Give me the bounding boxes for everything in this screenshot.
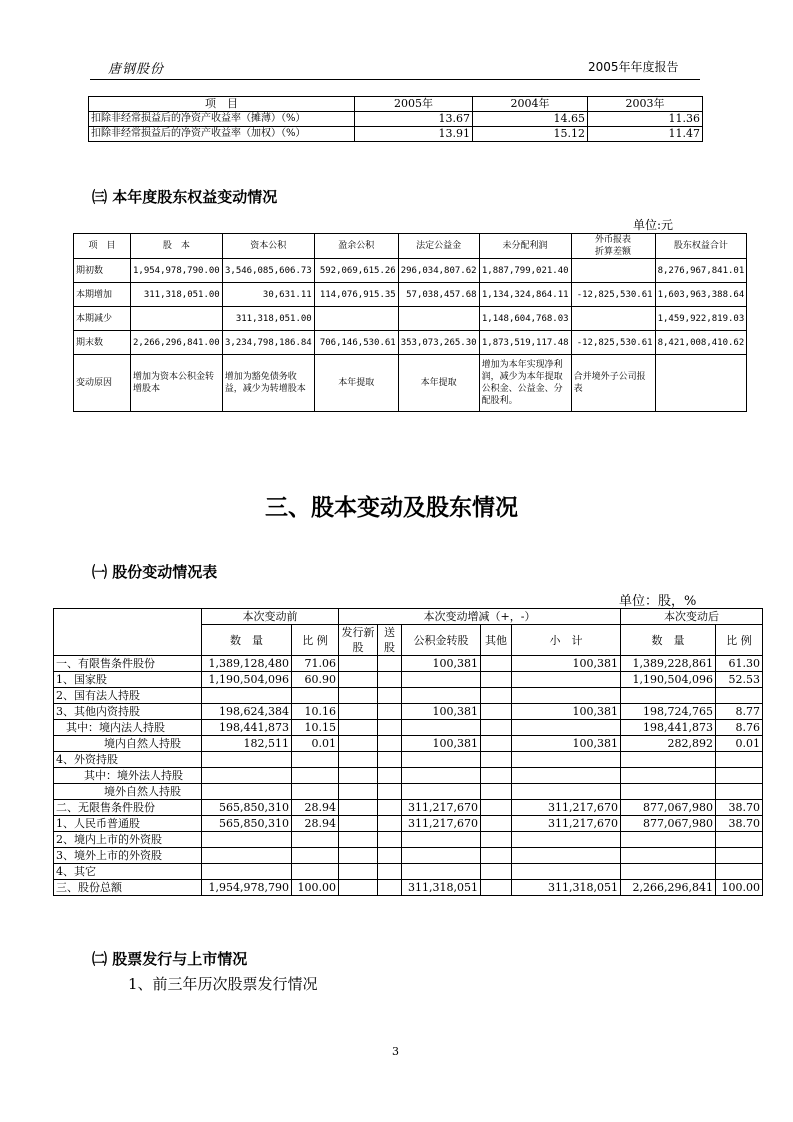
share-cell — [481, 752, 512, 768]
share-cell: 0.01 — [292, 736, 339, 752]
share-cell: 71.06 — [292, 656, 339, 672]
share-cell — [402, 688, 481, 704]
equity-row — [74, 259, 747, 283]
equity-cell: 8,421,008,410.62 — [655, 331, 747, 355]
share-cell — [481, 704, 512, 720]
equity-cell: 30,631.11 — [222, 283, 314, 307]
share-row-label: 1、国家股 — [54, 672, 202, 688]
equity-unit: 单位:元 — [633, 218, 674, 232]
share-cell: 100,381 — [402, 736, 481, 752]
share-cell — [339, 832, 378, 848]
share-cell: 877,067,980 — [621, 800, 716, 816]
equity-cell — [571, 307, 655, 331]
share-cell: 198,441,873 — [621, 720, 716, 736]
share-cell — [339, 880, 378, 896]
equity-cell: 本年提取 — [314, 355, 398, 412]
roe-label: 扣除非经常损益后的净资产收益率（加权）（%） — [89, 127, 355, 142]
share-cell: 100,381 — [512, 656, 621, 672]
share-sub-header: 数 量 — [621, 625, 716, 656]
share-cell: 311,318,051 — [512, 880, 621, 896]
roe-header-cell: 2005年 — [355, 97, 473, 112]
share-cell: 38.70 — [716, 800, 763, 816]
roe-header-row — [89, 97, 703, 112]
share-cell — [481, 880, 512, 896]
equity-cell: 本期增加 — [74, 283, 131, 307]
share-cell — [292, 688, 339, 704]
share-row-label: 2、境内上市的外资股 — [54, 832, 202, 848]
share-corner-cell — [54, 609, 202, 656]
share-cell: 1,954,978,790 — [202, 880, 292, 896]
share-row — [54, 704, 763, 720]
share-cell — [481, 672, 512, 688]
share-cell: 100,381 — [512, 704, 621, 720]
share-cell — [716, 832, 763, 848]
share-table-body — [54, 656, 763, 896]
share-cell: 877,067,980 — [621, 816, 716, 832]
share-cell — [378, 768, 402, 784]
share-change-table — [53, 608, 763, 896]
share-row — [54, 688, 763, 704]
equity-cell — [655, 355, 747, 412]
share-cell — [621, 768, 716, 784]
equity-cell: 311,318,051.00 — [222, 307, 314, 331]
share-cell: 100.00 — [292, 880, 339, 896]
share-cell — [621, 688, 716, 704]
share-cell — [621, 832, 716, 848]
share-row — [54, 832, 763, 848]
issuance-section-heading: ㈡ 股票发行与上市情况 — [92, 950, 248, 968]
equity-cell: 增加为豁免债务收益，减少为转增股本 — [222, 355, 314, 412]
equity-cell: 增加为资本公积金转增股本 — [131, 355, 223, 412]
share-cell — [481, 736, 512, 752]
share-cell: 311,217,670 — [512, 800, 621, 816]
share-cell: 10.16 — [292, 704, 339, 720]
share-cell: 198,724,765 — [621, 704, 716, 720]
share-unit: 单位：股，% — [619, 594, 697, 609]
share-cell — [402, 672, 481, 688]
share-cell — [378, 720, 402, 736]
share-sub-header: 数 量 — [202, 625, 292, 656]
equity-change-table — [73, 233, 747, 412]
share-sub-header: 送股 — [378, 625, 402, 656]
equity-header-cell: 项 目 — [74, 234, 131, 259]
share-cell — [621, 784, 716, 800]
equity-cell — [571, 259, 655, 283]
roe-header-cell: 项 目 — [89, 97, 355, 112]
share-cell: 1,389,228,861 — [621, 656, 716, 672]
share-cell — [339, 752, 378, 768]
share-cell: 311,217,670 — [402, 816, 481, 832]
share-cell — [378, 880, 402, 896]
share-cell — [716, 848, 763, 864]
share-cell — [716, 784, 763, 800]
share-cell — [512, 832, 621, 848]
header-rule — [90, 79, 700, 80]
equity-cell: 114,076,915.35 — [314, 283, 398, 307]
share-cell — [481, 688, 512, 704]
share-row-label: 1、人民币普通股 — [54, 816, 202, 832]
equity-header-row — [74, 234, 747, 259]
share-cell — [339, 864, 378, 880]
equity-cell: 1,954,978,790.00 — [131, 259, 223, 283]
share-sub-header: 公积金转股 — [402, 625, 481, 656]
share-cell — [339, 672, 378, 688]
company-logo: 唐钢股份 — [108, 62, 165, 77]
share-cell — [481, 832, 512, 848]
share-cell — [481, 720, 512, 736]
roe-value: 11.47 — [588, 127, 703, 142]
equity-cell — [398, 307, 479, 331]
share-cell — [378, 864, 402, 880]
equity-cell: 2,266,296,841.00 — [131, 331, 223, 355]
equity-cell: 变动原因 — [74, 355, 131, 412]
share-cell: 1,190,504,096 — [621, 672, 716, 688]
share-cell — [512, 720, 621, 736]
equity-section-heading: ㈢ 本年度股东权益变动情况 — [92, 188, 278, 206]
share-cell — [621, 864, 716, 880]
equity-cell: 1,134,324,864.11 — [479, 283, 571, 307]
share-cell — [402, 784, 481, 800]
share-cell — [512, 784, 621, 800]
equity-cell: 本年提取 — [398, 355, 479, 412]
share-cell — [402, 848, 481, 864]
share-cell: 565,850,310 — [202, 800, 292, 816]
share-sub-header: 比 例 — [292, 625, 339, 656]
share-cell — [292, 832, 339, 848]
share-row-label: 4、外资持股 — [54, 752, 202, 768]
equity-row — [74, 355, 747, 412]
roe-header-cell: 2004年 — [473, 97, 588, 112]
share-row — [54, 672, 763, 688]
share-cell — [339, 848, 378, 864]
equity-header-cell: 盈余公积 — [314, 234, 398, 259]
chapter-heading: 三、股本变动及股东情况 — [265, 495, 518, 521]
equity-cell: 期末数 — [74, 331, 131, 355]
share-cell — [202, 864, 292, 880]
share-sub-header: 发行新股 — [339, 625, 378, 656]
share-cell — [512, 688, 621, 704]
share-cell — [202, 832, 292, 848]
share-cell — [481, 656, 512, 672]
share-cell: 1,389,128,480 — [202, 656, 292, 672]
share-cell — [716, 752, 763, 768]
roe-value: 11.36 — [588, 112, 703, 127]
share-cell — [481, 816, 512, 832]
share-cell — [512, 752, 621, 768]
share-cell: 198,624,384 — [202, 704, 292, 720]
share-cell — [402, 720, 481, 736]
share-cell — [402, 864, 481, 880]
share-cell: 28.94 — [292, 816, 339, 832]
share-section-heading: ㈠ 股份变动情况表 — [92, 563, 218, 581]
share-cell — [378, 736, 402, 752]
share-cell: 8.77 — [716, 704, 763, 720]
share-row — [54, 768, 763, 784]
share-cell — [481, 768, 512, 784]
roe-row — [89, 127, 703, 142]
page-number: 3 — [392, 1045, 399, 1058]
share-sub-header: 比 例 — [716, 625, 763, 656]
share-cell: 38.70 — [716, 816, 763, 832]
share-cell — [402, 832, 481, 848]
share-row-label: 境外自然人持股 — [54, 784, 202, 800]
share-cell — [292, 784, 339, 800]
share-cell — [339, 704, 378, 720]
share-group-header: 本次变动增减（+，-） — [339, 609, 621, 625]
roe-value: 13.67 — [355, 112, 473, 127]
share-row-label: 3、境外上市的外资股 — [54, 848, 202, 864]
share-row — [54, 880, 763, 896]
share-cell — [339, 688, 378, 704]
equity-cell: 1,459,922,819.03 — [655, 307, 747, 331]
equity-row — [74, 331, 747, 355]
equity-header-cell: 外币报表 折算差额 — [571, 234, 655, 259]
share-cell — [512, 848, 621, 864]
share-cell: 100,381 — [402, 656, 481, 672]
share-cell — [512, 672, 621, 688]
share-cell — [716, 768, 763, 784]
share-cell — [378, 800, 402, 816]
share-cell: 100,381 — [402, 704, 481, 720]
share-row-label: 其中：境外法人持股 — [54, 768, 202, 784]
equity-cell: 8,276,967,841.01 — [655, 259, 747, 283]
share-cell: 0.01 — [716, 736, 763, 752]
equity-cell: 353,073,265.30 — [398, 331, 479, 355]
equity-cell: 706,146,530.61 — [314, 331, 398, 355]
roe-value: 13.91 — [355, 127, 473, 142]
share-cell — [621, 848, 716, 864]
share-cell — [202, 752, 292, 768]
share-cell — [378, 832, 402, 848]
share-cell: 100,381 — [512, 736, 621, 752]
equity-cell: 57,038,457.68 — [398, 283, 479, 307]
share-cell: 100.00 — [716, 880, 763, 896]
share-cell: 2,266,296,841 — [621, 880, 716, 896]
equity-cell: 增加为本年实现净利润，减少为本年提取公积金、公益金、分配股利。 — [479, 355, 571, 412]
share-cell: 60.90 — [292, 672, 339, 688]
share-row — [54, 816, 763, 832]
share-row-label: 二、无限售条件股份 — [54, 800, 202, 816]
share-cell: 1,190,504,096 — [202, 672, 292, 688]
roe-header-cell: 2003年 — [588, 97, 703, 112]
share-row — [54, 848, 763, 864]
share-cell: 198,441,873 — [202, 720, 292, 736]
equity-cell: 1,873,519,117.48 — [479, 331, 571, 355]
share-row-label: 2、国有法人持股 — [54, 688, 202, 704]
equity-cell: 3,234,798,186.84 — [222, 331, 314, 355]
share-cell: 52.53 — [716, 672, 763, 688]
equity-cell — [131, 307, 223, 331]
share-cell — [339, 768, 378, 784]
equity-cell: 期初数 — [74, 259, 131, 283]
roe-value: 15.12 — [473, 127, 588, 142]
share-group-header-row — [54, 609, 763, 625]
equity-header-cell: 股 本 — [131, 234, 223, 259]
share-row — [54, 720, 763, 736]
share-row-label: 4、其它 — [54, 864, 202, 880]
share-cell — [292, 848, 339, 864]
share-row-label: 三、股份总额 — [54, 880, 202, 896]
equity-header-cell: 未分配利润 — [479, 234, 571, 259]
equity-header-cell: 股东权益合计 — [655, 234, 747, 259]
equity-cell: 1,603,963,388.64 — [655, 283, 747, 307]
share-cell — [202, 688, 292, 704]
roe-value: 14.65 — [473, 112, 588, 127]
equity-cell: 本期减少 — [74, 307, 131, 331]
share-cell: 28.94 — [292, 800, 339, 816]
share-row — [54, 784, 763, 800]
share-cell — [481, 784, 512, 800]
share-row-label: 其中：境内法人持股 — [54, 720, 202, 736]
share-cell — [339, 736, 378, 752]
share-cell: 311,318,051 — [402, 880, 481, 896]
share-cell — [481, 848, 512, 864]
share-cell — [402, 768, 481, 784]
share-cell — [378, 848, 402, 864]
share-cell — [402, 752, 481, 768]
issuance-subheading: 1、前三年历次股票发行情况 — [128, 975, 318, 993]
share-cell — [621, 752, 716, 768]
share-cell — [512, 768, 621, 784]
equity-cell: 311,318,051.00 — [131, 283, 223, 307]
equity-cell: 296,034,807.62 — [398, 259, 479, 283]
share-row — [54, 800, 763, 816]
share-cell — [292, 864, 339, 880]
share-cell — [378, 784, 402, 800]
share-cell — [378, 752, 402, 768]
share-cell: 311,217,670 — [402, 800, 481, 816]
equity-row — [74, 307, 747, 331]
share-cell — [202, 784, 292, 800]
share-cell: 282,892 — [621, 736, 716, 752]
share-row — [54, 864, 763, 880]
share-cell — [378, 688, 402, 704]
share-cell — [292, 752, 339, 768]
share-cell — [339, 720, 378, 736]
roe-table — [88, 96, 703, 142]
share-cell: 61.30 — [716, 656, 763, 672]
share-cell — [481, 864, 512, 880]
share-cell — [378, 704, 402, 720]
equity-cell: -12,825,530.61 — [571, 283, 655, 307]
share-cell: 10.15 — [292, 720, 339, 736]
share-cell: 8.76 — [716, 720, 763, 736]
share-cell — [202, 768, 292, 784]
equity-cell: -12,825,530.61 — [571, 331, 655, 355]
share-cell: 311,217,670 — [512, 816, 621, 832]
equity-row — [74, 283, 747, 307]
share-group-header: 本次变动前 — [202, 609, 339, 625]
report-title: 2005年年度报告 — [588, 60, 679, 74]
share-cell — [339, 656, 378, 672]
equity-cell: 3,546,085,606.73 — [222, 259, 314, 283]
equity-cell: 1,148,604,768.03 — [479, 307, 571, 331]
share-sub-header: 其他 — [481, 625, 512, 656]
equity-cell: 1,887,799,021.40 — [479, 259, 571, 283]
share-cell: 182,511 — [202, 736, 292, 752]
equity-cell — [314, 307, 398, 331]
share-cell — [378, 656, 402, 672]
equity-header-cell: 法定公益金 — [398, 234, 479, 259]
share-cell — [202, 848, 292, 864]
share-row-label: 境内自然人持股 — [54, 736, 202, 752]
roe-row — [89, 112, 703, 127]
share-cell — [339, 816, 378, 832]
share-cell — [716, 864, 763, 880]
share-row-label: 一、有限售条件股份 — [54, 656, 202, 672]
share-row-label: 3、其他内资持股 — [54, 704, 202, 720]
roe-label: 扣除非经常损益后的净资产收益率（摊薄）（%） — [89, 112, 355, 127]
share-cell: 565,850,310 — [202, 816, 292, 832]
share-cell — [378, 816, 402, 832]
share-cell — [716, 688, 763, 704]
share-row — [54, 752, 763, 768]
share-row — [54, 656, 763, 672]
equity-header-cell: 资本公积 — [222, 234, 314, 259]
share-group-header: 本次变动后 — [621, 609, 763, 625]
share-row — [54, 736, 763, 752]
equity-cell: 合并境外子公司报表 — [571, 355, 655, 412]
share-cell — [339, 784, 378, 800]
share-cell — [339, 800, 378, 816]
share-sub-header: 小 计 — [512, 625, 621, 656]
equity-cell: 592,069,615.26 — [314, 259, 398, 283]
share-cell — [292, 768, 339, 784]
share-cell — [481, 800, 512, 816]
share-cell — [378, 672, 402, 688]
share-cell — [512, 864, 621, 880]
